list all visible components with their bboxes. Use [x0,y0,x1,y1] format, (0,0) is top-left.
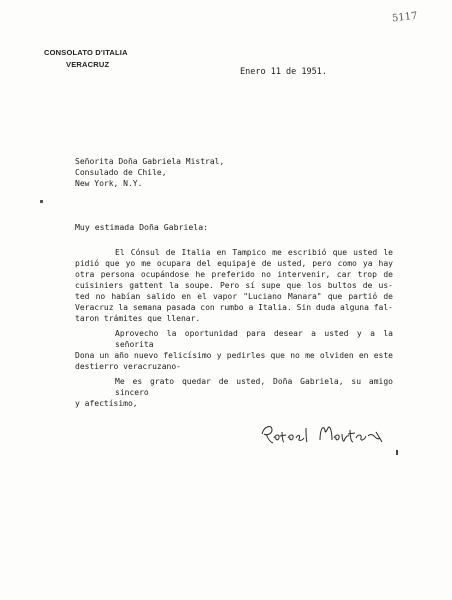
letter-date: Enero 11 de 1951. [240,67,327,77]
recipient-line3: New York, N.Y. [75,179,143,188]
paragraph [75,247,393,324]
page-mark [40,200,43,203]
body-line: Veracruz la semana pasada con rumbo a Italia. Sin duda alguna fal- [75,303,393,312]
body-line: Dona un año nuevo felicísimo y pedirles que no me olviden en este [75,351,393,360]
page-mark [396,450,398,455]
salutation: Muy estimada Doña Gabriela: [75,222,209,232]
recipient-address [75,156,224,189]
letterhead [44,47,128,71]
letterhead-line2: VERACRUZ [66,60,110,69]
handwritten-signature [258,412,388,452]
body-line: Me es grato quedar de usted, Doña Gabriela, su amigo sincero [115,377,393,397]
body-line: El Cónsul de Italia en Tampico me escribió que usted le [115,248,393,257]
body-line: taron trámites que llenar. [75,314,201,323]
body-line: pidió que yo me ocupara del equipaje de usted, pero como ya hay [75,259,393,268]
archive-ref-number: 5117 [391,10,418,25]
paragraph [75,328,393,372]
letterhead-line1: CONSOLATO D'ITALIA [44,48,128,57]
body-line: y afectísimo, [75,399,138,408]
body-line: ted no habían salido en el vapor "Luciano Manara" que partió de [75,292,393,301]
recipient-line2: Consulado de Chile, [75,168,167,177]
letter-body [75,247,393,413]
paragraph [75,376,393,409]
recipient-line1: Señorita Doña Gabriela Mistral, [75,157,225,166]
body-line: cuisiniers gattent la soupe. Pero sí supe que los bultos de us- [75,281,393,290]
body-line: Aprovecho la oportunidad para desear a usted y a la señorita [115,329,393,349]
body-line: destierro veracruzano- [75,362,181,371]
body-line: otra persona ocupándose he preferido no intervenir, car trop de [75,270,393,279]
